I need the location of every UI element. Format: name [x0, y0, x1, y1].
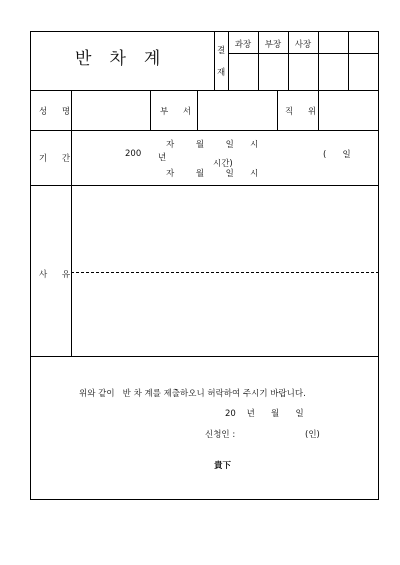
- row-separator: [30, 185, 379, 186]
- row-separator: [30, 90, 379, 91]
- dept-label: 부 서: [160, 107, 198, 117]
- title-char: 차: [109, 49, 126, 69]
- seal-label: (인): [305, 430, 320, 440]
- reason-divider-dashed: [71, 272, 379, 273]
- form-title: [75, 44, 178, 69]
- period-duration-close: 시간): [213, 159, 233, 169]
- period-from-line: 자 월 일 시: [166, 140, 259, 150]
- footer-statement: 위와 같이 반 차 계를 제출하오니 허락하여 주시기 바랍니다.: [79, 389, 306, 399]
- title-char: 계: [143, 49, 161, 69]
- row-separator: [30, 130, 379, 131]
- position-divider: [277, 90, 278, 130]
- label-column-divider: [71, 90, 72, 356]
- approval-col-manager: 과장: [234, 40, 252, 50]
- approval-label-bottom: 재: [217, 68, 226, 78]
- approval-col-divider: [348, 31, 349, 90]
- period-year-unit: 년: [158, 153, 167, 163]
- name-label: 성 명: [39, 107, 77, 117]
- period-to-line: 자 월 일 시: [166, 169, 259, 179]
- approval-col-divider: [318, 31, 319, 90]
- approval-label-top: 결: [217, 46, 226, 56]
- period-label: 기 간: [39, 154, 77, 164]
- approval-left-border: [214, 31, 215, 90]
- period-duration-open: ( 일: [323, 150, 351, 160]
- addressee: 貴下: [214, 461, 232, 471]
- approval-header-line: [228, 53, 379, 54]
- title-char: 반: [75, 49, 92, 69]
- dept-value-divider: [197, 90, 198, 130]
- approval-col-director: 부장: [264, 40, 282, 50]
- footer-date-line: 20 년 월 일: [225, 409, 304, 419]
- applicant-label: 신청인 :: [205, 430, 236, 440]
- reason-label: 사 유: [39, 270, 77, 280]
- row-separator: [30, 356, 379, 357]
- period-year-prefix: 200: [125, 149, 142, 159]
- approval-col-president: 사장: [294, 40, 312, 50]
- position-label: 직 위: [285, 107, 323, 117]
- dept-divider: [150, 90, 151, 130]
